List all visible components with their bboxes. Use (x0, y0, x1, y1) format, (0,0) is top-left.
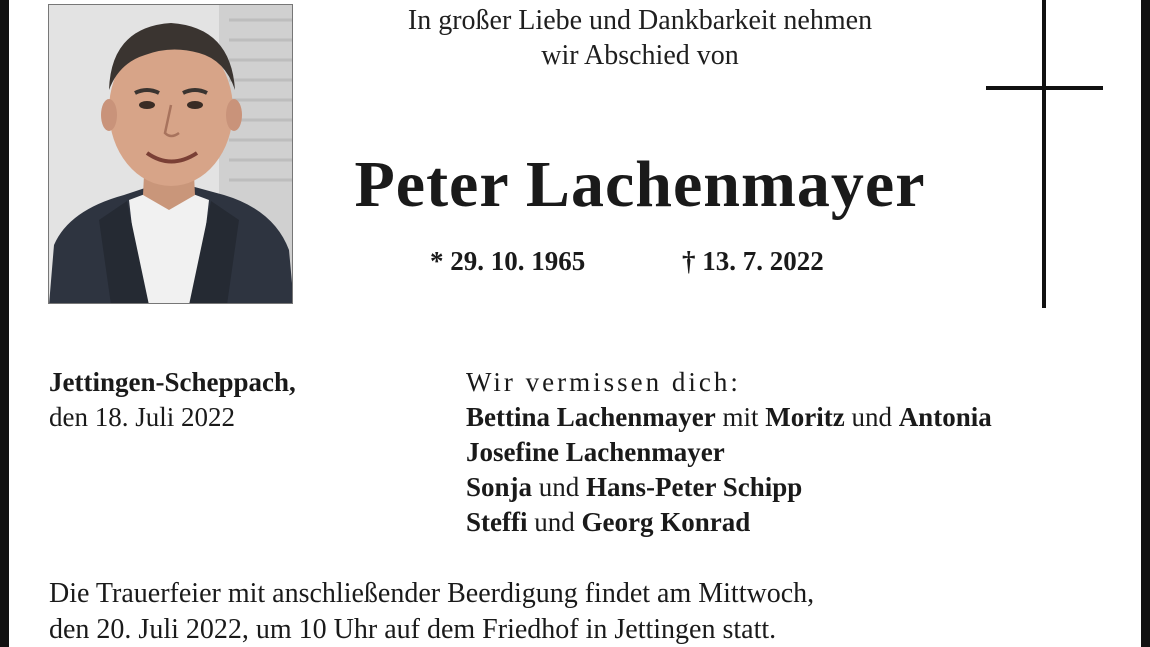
ceremony-line-1: Die Trauerfeier mit anschließender Beerdigung findet am Mittwoch, (49, 578, 815, 609)
mourner-row (466, 505, 992, 540)
mourners-list (466, 365, 992, 540)
mourner-name: Steffi (466, 507, 528, 537)
connector-word: mit (722, 402, 759, 432)
mourner-name: Sonja (466, 472, 533, 502)
ceremony-info (49, 576, 814, 647)
birth-date: * 29. 10. 1965 (430, 246, 586, 276)
connector-word: und (851, 402, 892, 432)
portrait-illustration (49, 5, 293, 304)
death-date: † 13. 7. 2022 (682, 246, 824, 276)
connector-word: und (534, 507, 575, 537)
cross-icon-vertical (1042, 0, 1046, 308)
notice-date: den 18. Juli 2022 (49, 402, 235, 432)
mourner-name: Moritz (765, 402, 845, 432)
miss-you-line: Wir vermissen dich: (466, 367, 741, 397)
right-border-bar (1141, 0, 1150, 647)
mourner-row (466, 470, 992, 505)
place-and-date (49, 365, 296, 435)
ceremony-line-2: den 20. Juli 2022, um 10 Uhr auf dem Friedhof in Jettingen statt. (49, 614, 777, 645)
connector-word: und (538, 472, 580, 502)
cross-icon-horizontal (986, 86, 1103, 90)
mourner-row (466, 435, 992, 470)
mourner-name: Georg Konrad (581, 507, 751, 537)
intro-line-1: In großer Liebe und Dankbarkeit nehmen (407, 5, 873, 36)
mourner-row (466, 400, 992, 435)
mourner-name: Antonia (898, 402, 992, 432)
left-border-bar (0, 0, 9, 647)
mourner-name: Josefine Lachenmayer (466, 437, 725, 467)
deceased-name: Peter Lachenmayer (354, 148, 926, 221)
mourner-name: Bettina Lachenmayer (466, 402, 716, 432)
place-name: Jettingen-Scheppach, (49, 367, 296, 397)
intro-text (330, 3, 950, 73)
intro-line-2: wir Abschied von (541, 40, 739, 71)
portrait-photo (48, 4, 293, 304)
mourner-name: Hans-Peter Schipp (586, 472, 803, 502)
